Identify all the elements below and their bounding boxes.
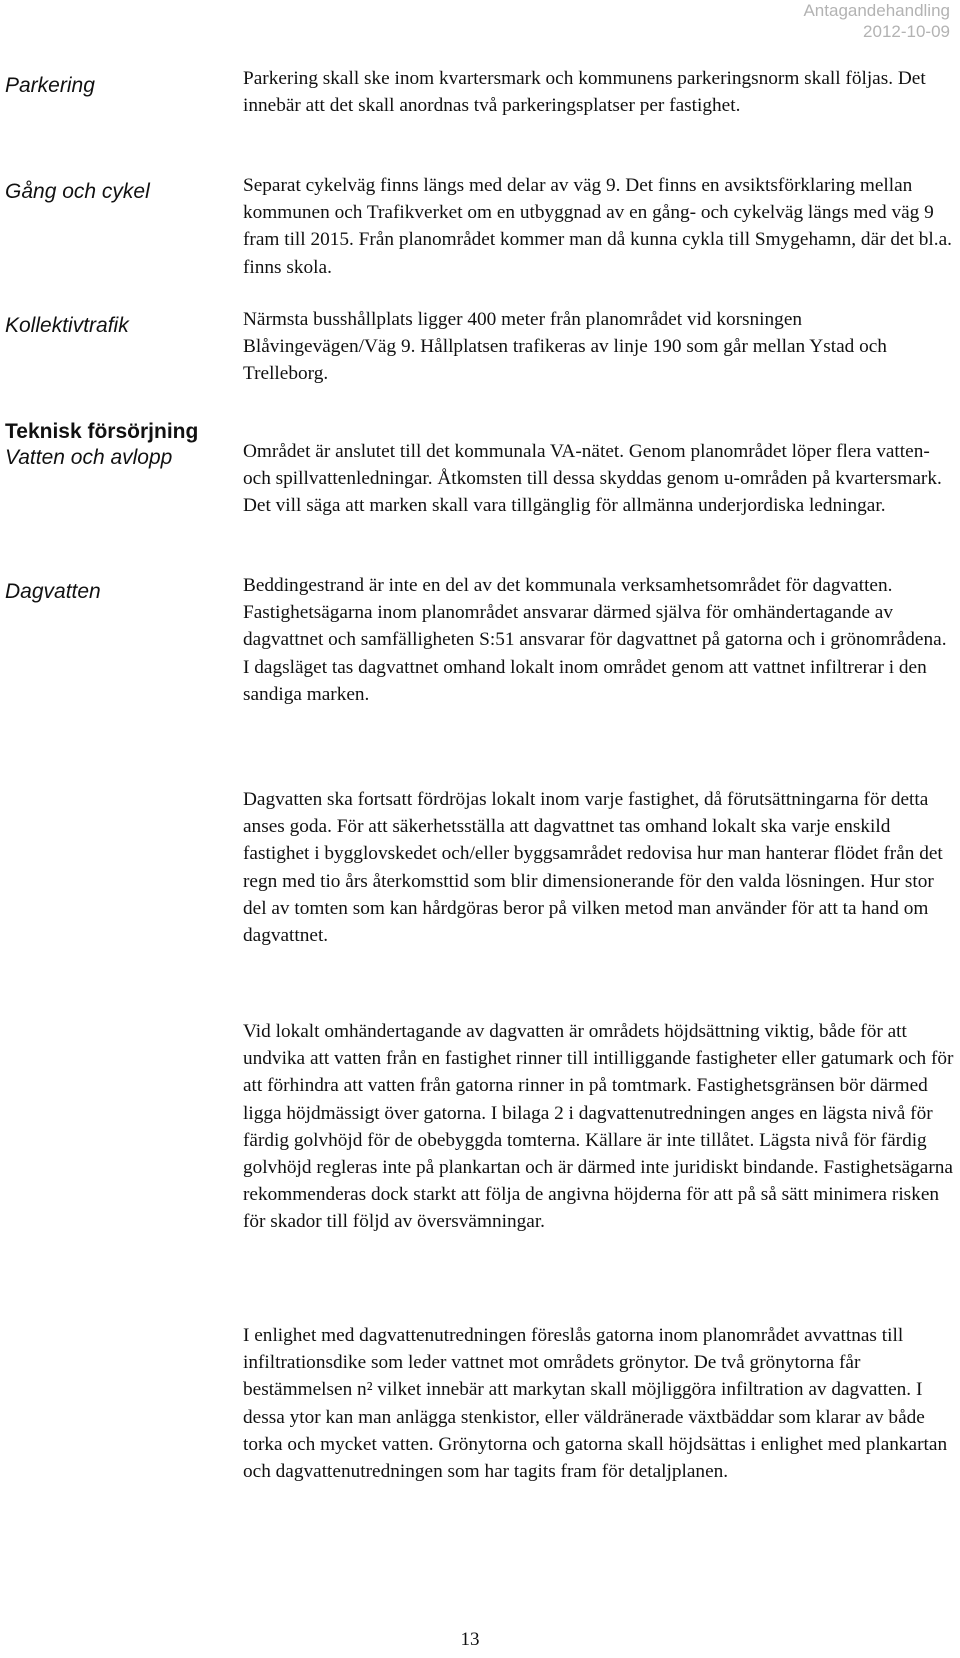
paragraph-vatten-och-avlopp: Området är anslutet till det kommunala VA-nätet. Genom planområdet löper flera vatten- och spillvattenledningar. Åtkomsten till dessa skyddas genom u-områden på kvartersmark. Det vill säga att marken skall vara tillgänglig för allmänna underjordiska ledningar. [243, 441, 942, 517]
page-number: 13 [460, 1629, 480, 1650]
heading-dagvatten: Dagvatten [5, 580, 101, 603]
paragraph-dagvatten-3: Vid lokalt omhändertagande av dagvatten är områdets höjdsättning viktig, både för att undvika att vatten från en fastighet rinner till intilliggande fastigheter eller gatumark och för att förhindra att vatten från gatorna rinner in på tomtmark. Fastighetsgränsen bör därmed ligga höjdmässigt över gatorna. I bilaga 2 i dagvattenutredningen anges en lägsta nivå för färdig golvhöjd för de obebyggda tomterna. Källare är inte tillåtet. Lägsta nivå för färdig golvhöjd regleras inte på plankartan och är därmed inte juridiskt bindande. Fastighetsägarna rekommenderas dock starkt att följa de angivna höjderna för att på så sätt minimera risken för skador till följd av översvämningar. [243, 1021, 954, 1233]
heading-vatten-och-avlopp: Vatten och avlopp [5, 446, 173, 469]
paragraph-dagvatten-1: Beddingestrand är inte en del av det kommunala verksamhetsområdet för dagvatten. Fastighetsägarna inom planområdet ansvarar därmed själva för omhändertagande av dagvattnet och samfälligheten S:51 ansvarar för dagvattnet på gatorna och i grönområdena. I dagsläget tas dagvattnet omhand lokalt inom området genom att vattnet infiltrerar i den sandiga marken. [243, 575, 947, 705]
paragraph-parkering: Parkering skall ske inom kvartersmark och kommunens parkeringsnorm skall följas. Det innebär att det skall anordnas två parkeringsplatser per fastighet. [243, 68, 926, 117]
heading-parkering: Parkering [5, 74, 95, 97]
heading-gang-och-cykel: Gång och cykel [5, 180, 150, 203]
document-status: Antagandehandling [803, 1, 950, 20]
paragraph-gang-och-cykel: Separat cykelväg finns längs med delar av väg 9. Det finns en avsiktsförklaring mellan kommunen och Trafikverket om en utbyggnad av en gång- och cykelväg längs med väg 9 fram till 2015. Från planområdet kommer man då kunna cykla till Smygehamn, där det bl.a. finns skola. [243, 175, 952, 278]
document-date: 2012-10-09 [863, 22, 950, 41]
paragraph-dagvatten-2: Dagvatten ska fortsatt fördröjas lokalt inom varje fastighet, då förutsättningarna för detta anses goda. För att säkerhetsställa att dagvattnet tas omhand lokalt ska varje enskild fastighet i bygglovskedet och/eller byggsamrådet redovisa hur man hanterar flödet från det regn med tio års återkomsttid som blir dimensionerande för den valda lösningen. Hur stor del av tomten som kan hårdgöras beror på vilken metod man använder för att ta hand om dagvattnet. [243, 789, 943, 947]
paragraph-dagvatten-4: I enlighet med dagvattenutredningen föreslås gatorna inom planområdet avvattnas till infiltrationsdike som leder vattnet mot områdets grönytor. De två grönytorna får bestämmelsen n² vilket innebär att markytan skall möjliggöra infiltration av dagvatten. I dessa ytor kan man anlägga stenkistor, eller väldränerade växtbäddar som klarar av både torka och mycket vatten. Grönytorna och gatorna skall höjdsättas i enlighet med plankartan och dagvattenutredningen som har tagits fram för detaljplanen. [243, 1325, 948, 1483]
paragraph-kollektivtrafik: Närmsta busshållplats ligger 400 meter från planområdet vid korsningen Blåvingevägen/Väg 9. Hållplatsen trafikeras av linje 190 som går mellan Ystad och Trelleborg. [243, 309, 887, 385]
heading-teknisk-forsorjning: Teknisk försörjning [5, 420, 199, 443]
heading-kollektivtrafik: Kollektivtrafik [5, 314, 129, 337]
